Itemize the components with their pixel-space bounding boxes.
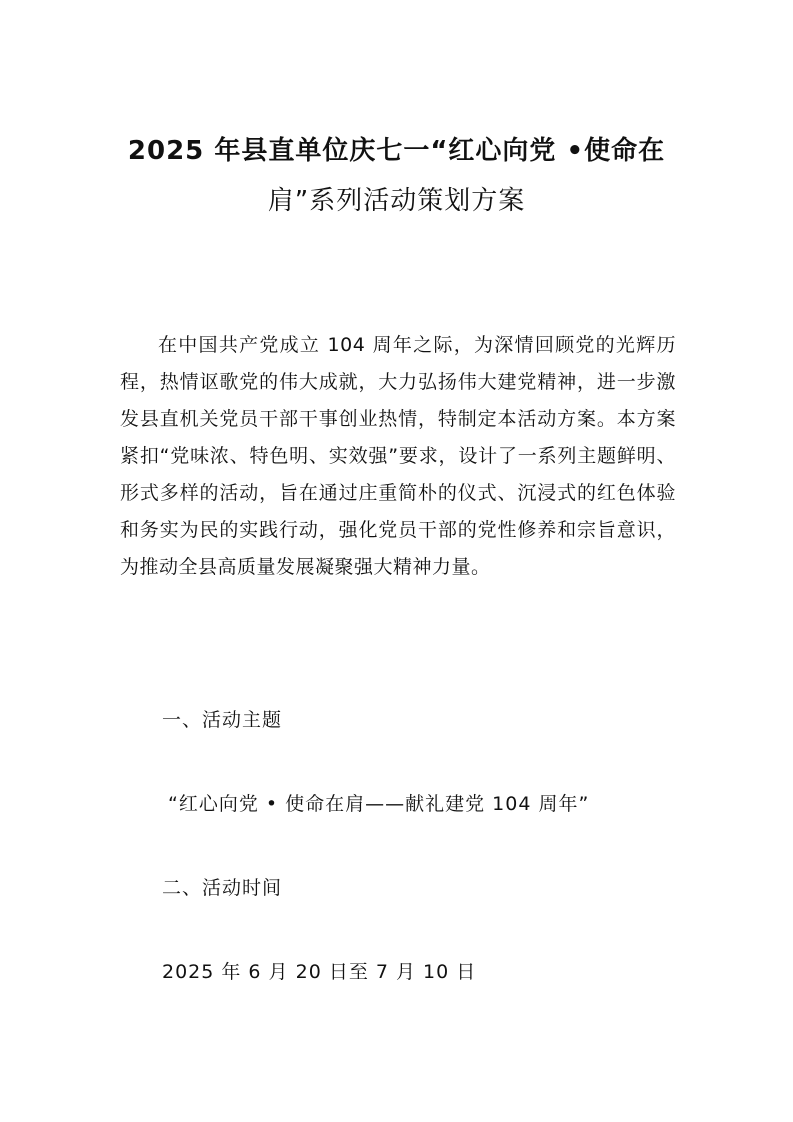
document-title (100, 126, 693, 226)
title-line-1: 2025 年县直单位庆七一“红心向党 •使命在 (127, 136, 666, 166)
section-heading-time: 二、活动时间 (162, 877, 283, 899)
section-heading-theme: 一、活动主题 (162, 709, 283, 731)
intro-paragraph: 在中国共产党成立 104 周年之际，为深情回顾党的光辉历程，热情讴歌党的伟大成就，大力弘扬伟大建党精神，进一步激发县直机关党员干部干事创业热情，特制定本活动方案。本方案紧扣“党味浓、特色明、实效强”要求，设计了一系列主题鲜明、形式多样的活动，旨在通过庄重简朴的仪式、沉浸式的红色体验和务实为民的实践行动，强化党员干部的党性修养和宗旨意识，为推动全县高质量发展凝聚强大精神力量。 (120, 334, 676, 578)
activity-theme-text: “红心向党 • 使命在肩——献礼建党 104 周年” (168, 793, 590, 815)
activity-date-text: 2025 年 6 月 20 日至 7 月 10 日 (162, 961, 477, 983)
title-line-2: 肩”系列活动策划方案 (267, 186, 526, 216)
